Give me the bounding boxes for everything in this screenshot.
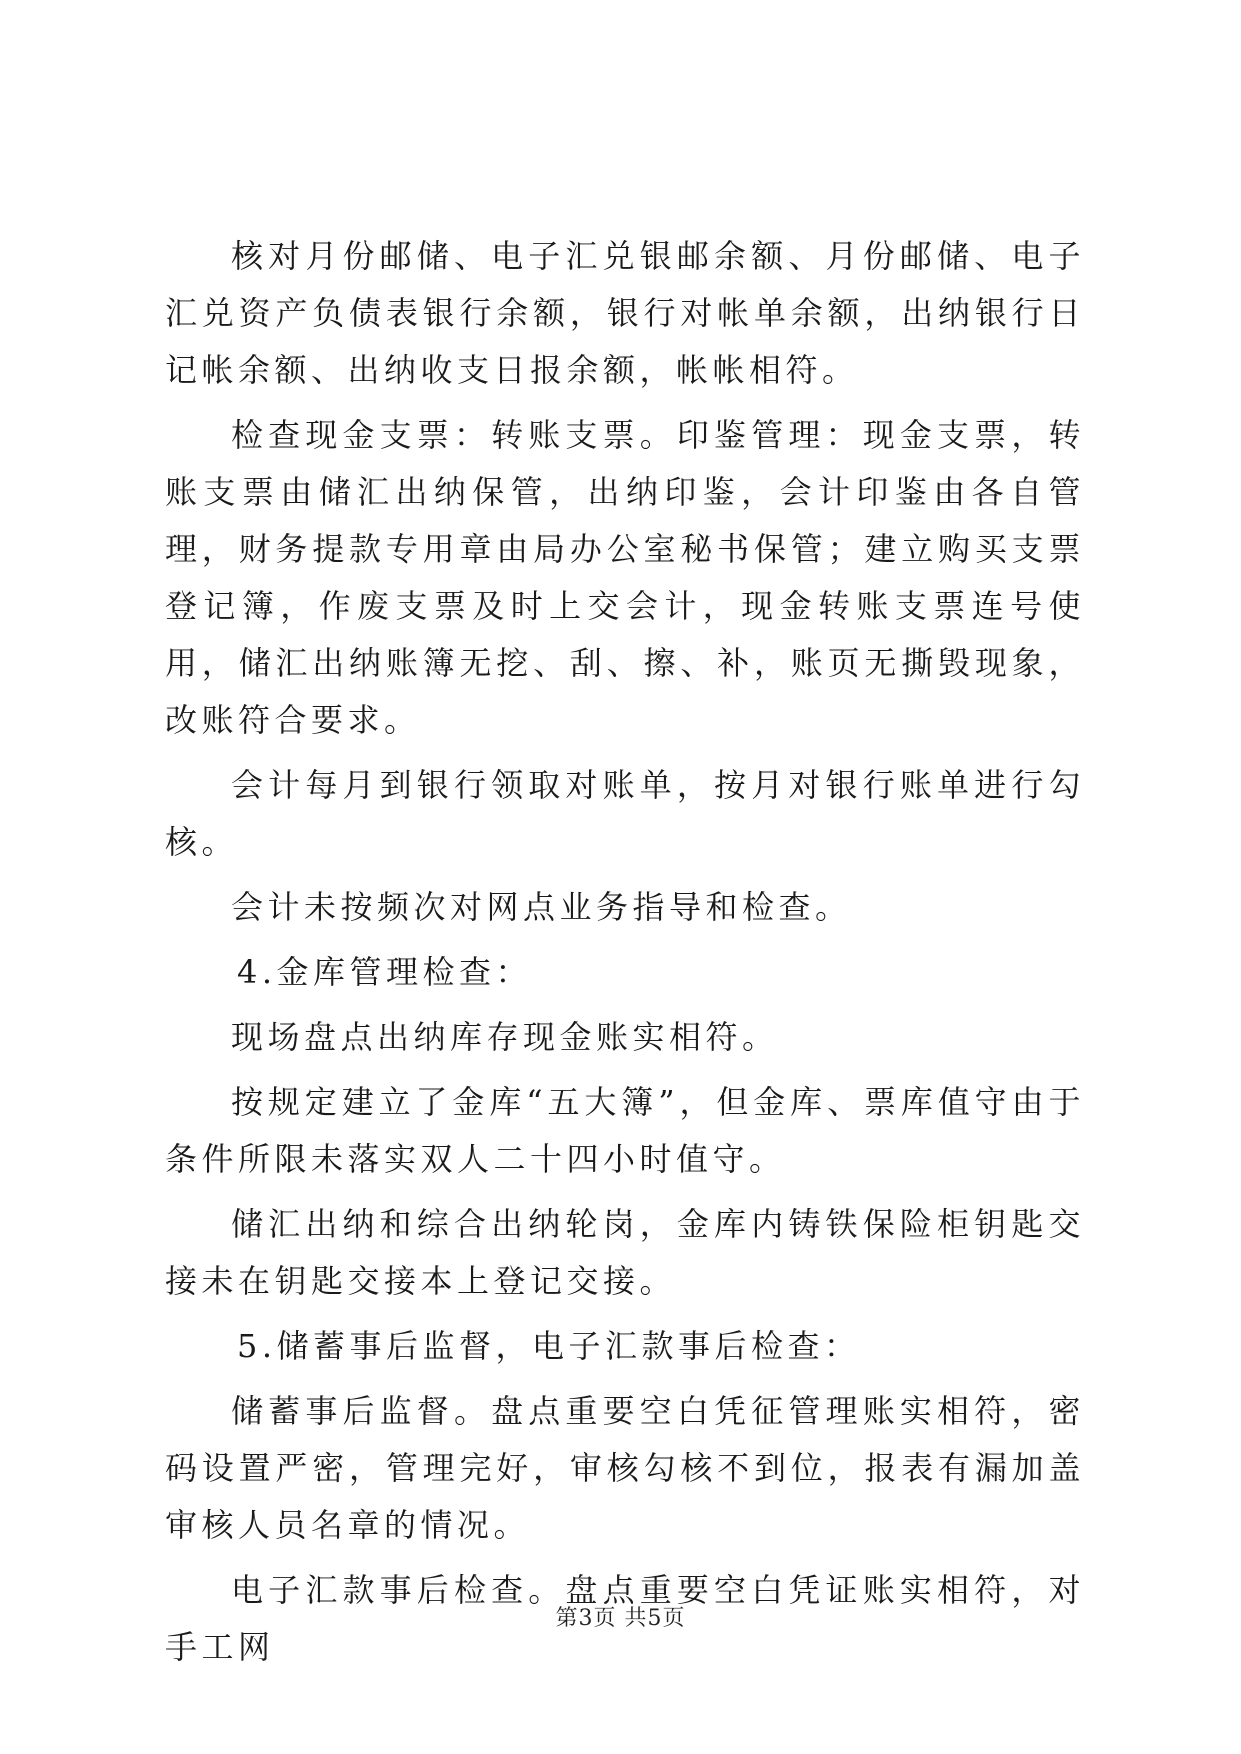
paragraph-remittance-check: 电子汇款事后检查。盘点重要空白凭证账实相符，对手工网 — [165, 1571, 1085, 1666]
paragraph-account-reconciliation: 核对月份邮储、电子汇兑银邮余额、月份邮储、电子汇兑资产负债表银行余额，银行对帐单余额，出纳银行日记帐余额、出纳收支日报余额，帐帐相符。 — [165, 237, 1085, 389]
paragraph-savings-supervision: 储蓄事后监督。盘点重要空白凭征管理账实相符，密码设置严密，管理完好，审核勾核不到位，报表有漏加盖审核人员名章的情况。 — [165, 1392, 1085, 1544]
paragraph-cheque-seal-management: 检查现金支票：转账支票。印鉴管理：现金支票，转账支票由储汇出纳保管，出纳印鉴，会计印鉴由各自管理，财务提款专用章由局办公室秘书保管；建立购买支票登记簿，作废支票及时上交会计，现金转账支票连号使用，储汇出纳账簿无挖、刮、擦、补，账页无撕毁现象，改账符合要求。 — [165, 416, 1085, 739]
document-body — [165, 228, 1085, 1676]
paragraph-vault-registers: 按规定建立了金库“五大簿”，但金库、票库值守由于条件所限未落实双人二十四小时值守。 — [165, 1083, 1085, 1178]
section-heading-post-supervision: 5.储蓄事后监督，电子汇款事后检查： — [237, 1327, 861, 1365]
section-heading-vault-check: 4.金库管理检查： — [237, 953, 533, 991]
paragraph-key-handover: 储汇出纳和综合出纳轮岗，金库内铸铁保险柜钥匙交接未在钥匙交接本上登记交接。 — [165, 1205, 1085, 1300]
paragraph-cash-count: 现场盘点出纳库存现金账实相符。 — [231, 1018, 779, 1056]
paragraph-outlet-guidance: 会计未按频次对网点业务指导和检查。 — [231, 888, 852, 926]
paragraph-monthly-bank-statement: 会计每月到银行领取对账单，按月对银行账单进行勾核。 — [165, 766, 1085, 861]
page-number-footer: 第3页 共5页 — [555, 1606, 686, 1631]
